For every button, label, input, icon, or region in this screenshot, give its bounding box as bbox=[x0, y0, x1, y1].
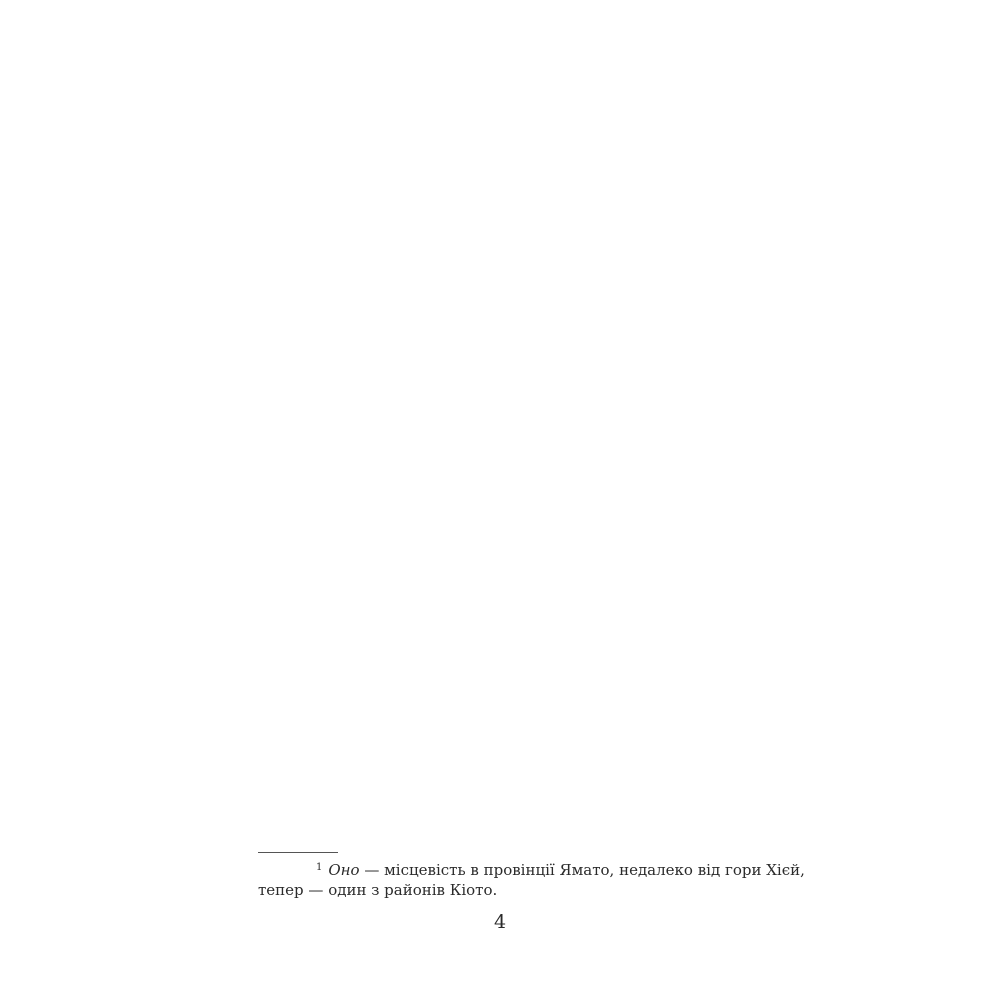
footnote-mark: 1 bbox=[316, 862, 323, 873]
footnote-line-2: тепер — один з районів Кіото. bbox=[258, 881, 498, 899]
footnote-term: Оно bbox=[328, 861, 360, 879]
footnote-line-1 bbox=[258, 858, 805, 880]
footnote-text-1: — місцевість в провінції Ямато, недалеко від гори Хієй, bbox=[359, 861, 805, 879]
page-number: 4 bbox=[493, 911, 507, 933]
footnote-separator bbox=[258, 852, 338, 853]
